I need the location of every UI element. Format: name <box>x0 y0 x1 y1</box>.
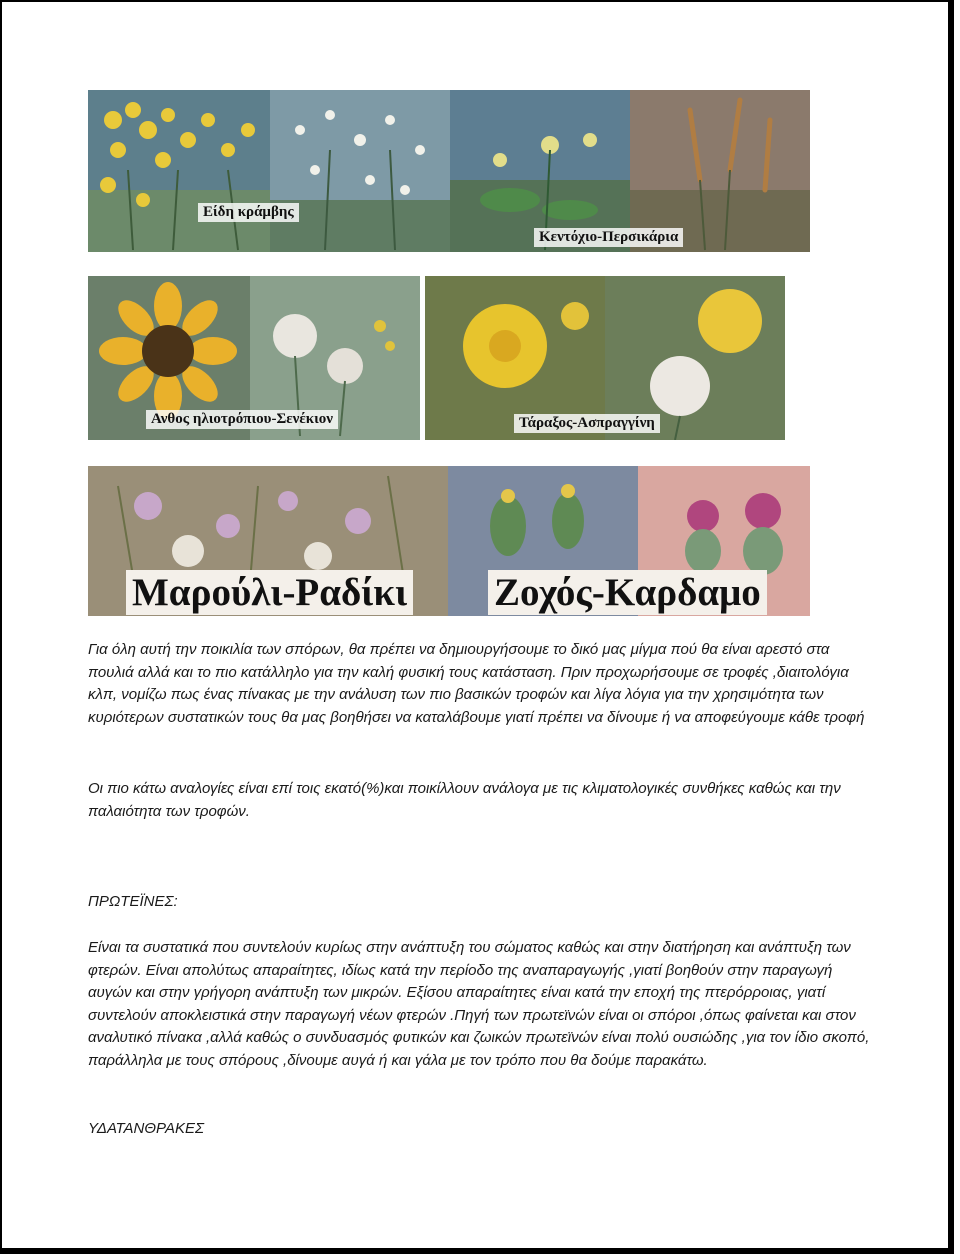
caption-taraxos: Τάραξος-Ασπραγγίνη <box>514 414 660 433</box>
caption-anthos: Ανθος ηλιοτρόπιου-Σενέκιον <box>146 410 338 429</box>
proteins-heading: ΠΡΩΤΕΪΝΕΣ: <box>88 893 178 910</box>
proteins-text: Είναι τα συστατικά που συντελούν κυρίως στην ανάπτυξη του σώματος καθώς και στην διατήρηση και ανάπτυξη των φτερών. Είναι απολύτως απαραίτητες, ιδίως κατά την περίοδο της αναπαραγωγής ,γιατί βοηθούν στην παραγωγή αυγών και στην γρήγορη ανάπτυξη των μικρών. Εξίσου απαραίτητες είναι κατά την εποχή της πτερόρροιας, γιατί συντελούν αποκλειστικά στην παραγωγή νέων φτερών .Πηγή των πρωτεϊνών είναι οι σπόροι ,όπως φαίνεται και στον αναλυτικό πίνακα ,αλλά καθώς ο συνδυασμός φυτικών και ζωικών πρωτεϊνών είναι πολύ ουσιώδης ,για τον ίδιο σκοπό, παράλληλα με τους σπόρους ,δίνουμε αυγά ή και γάλα με τον τρόπο που θα δούμε παρακάτω. <box>88 939 870 1069</box>
caption-kentoxio: Κεντόχιο-Περσικάρια <box>534 228 683 247</box>
paragraph-ratios <box>88 778 878 823</box>
ratios-text: Οι πιο κάτω αναλογίες είναι επί τοις εκατό(%)και ποικίλλουν ανάλογα με τις κλιματολογικές συνθήκες καθώς και την παλαιότητα των τροφών. <box>88 780 841 820</box>
carbs-heading-block <box>88 1118 878 1141</box>
intro-text: Για όλη αυτή την ποικιλία των σπόρων, θα πρέπει να δημιουργήσουμε το δικό μας μίγμα πού θα είναι αρεστό στα πουλιά αλλά και το πιο κατάλληλο για την καλή φυσική τους κατάσταση. Πριν προχωρήσουμε σε τροφές ,διαιτολόγια κλπ, νομίζω πως ένας πίνακας με την ανάλυση των πιο βασικών τροφών και λίγα λόγια για την χρησιμότητα των κυριότερων συστατικών τους θα μας βοηθήσει να καταλάβουμε γιατί πρέπει να δίνουμε ή να αποφεύγουμε κάθε τροφή <box>88 641 865 726</box>
paragraph-intro <box>88 639 878 729</box>
carbs-heading: ΥΔΑΤΑΝΘΡΑΚΕΣ <box>88 1120 204 1137</box>
paragraph-proteins <box>88 937 878 1072</box>
caption-zoxos: Ζοχός-Καρδαμο <box>488 570 767 615</box>
caption-kramvi: Είδη κράμβης <box>198 203 299 222</box>
photo-brassica-white <box>270 90 450 252</box>
photo-brassica <box>88 90 270 252</box>
proteins-heading-block <box>88 891 878 914</box>
caption-marouli: Μαρούλι-Ραδίκι <box>126 570 413 615</box>
